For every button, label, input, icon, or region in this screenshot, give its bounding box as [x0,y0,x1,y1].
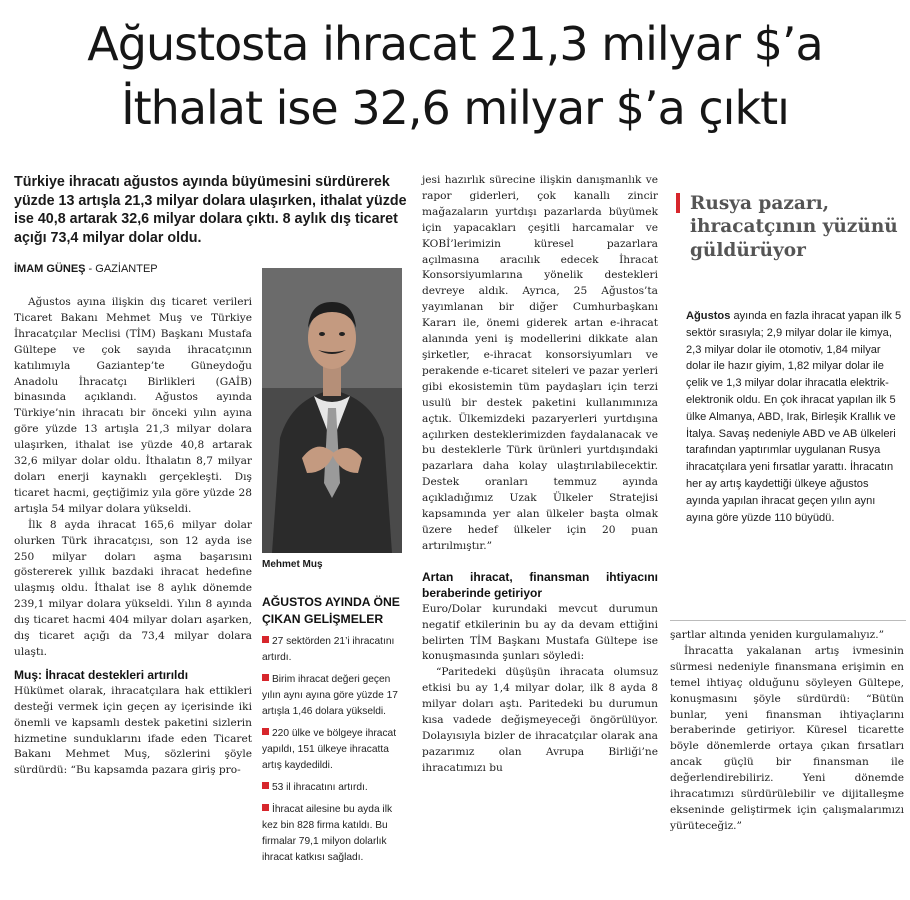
sidebar-accent-bar [676,193,680,213]
highlight-item: Birim ihracat değeri geçen yılın aynı ayına göre yüzde 17 artışla 1,46 dolara yükseldi. [262,674,398,717]
lead-paragraph: Türkiye ihracatı ağustos ayında büyümesini sürdürerek yüzde 13 artışla 21,3 milyar dolara ulaşırken, ithalat yüzde ise 40,8 artarak 32,6 milyar dolara çıktı. 8 aylık dış ticaret açığı 73,4 milyar dolar oldu. [14,174,407,246]
headline-line-2: İthalat ise 32,6 milyar $’a çıktı [121,81,789,135]
red-square-icon [262,674,269,681]
highlight-item: 27 sektörden 21’i ihracatını artırdı. [262,636,395,663]
highlights-box [262,594,402,872]
byline-author: İMAM GÜNEŞ [14,263,86,275]
red-square-icon [262,804,269,811]
red-square-icon [262,636,269,643]
headline-line-1: Ağustosta ihracat 21,3 milyar $’a [87,17,823,71]
col3-paragraph-1: jesi hazırlık sürecine ilişkin danışmanlık ve rapor giderleri, çok kanallı zincir mağazaların yurtdışı pazarlarda büyümek için yapacakları çeşitli harcamalar ve KOBİ’lerimizin küresel pazarlara açılmasına aracılık edecek İhracat Konsorsiyumlarına yönelik destekleri devreye aldık. Ayrıca, 25 Ağustos’ta yayımlanan bir diğer Cumhurbaşkanı Kararı ile, önemi giderek artan e-ihracat alanında yeni iş modellerini dikkate alan şirketler, e-ihracat konsorsiyumları ve perakende e-ticaret siteleri ve pazar yerleri gibi ekosistemin tüm paydaşları için terzi usulü bir destek paketini kullanımınıza açtık. Ülkemizdeki pazaryerleri yurtdışına açılırken desteklerimizden faydalanacak ve bu desteklerle Türk ürünleri yurtdışındaki pazarlara daha kolay ulaştırılabilecektir. Destek oranları temmuz ayında açıkladığımız Uzak Ülkeler Stratejisi kapsamında yer alan ülkeler başta olmak üzere hedef ülkeler için 20 puan artırılmıştır.” [422,174,658,552]
highlights-title: AĞUSTOS AYINDA ÖNE ÇIKAN GELİŞMELER [262,595,400,626]
byline-location: GAZİANTEP [95,263,158,275]
highlights-list [262,634,402,866]
sidebar-lead-bold: Ağustos [686,310,731,322]
col1-paragraph-2: İlk 8 ayda ihracat 165,6 milyar dolar olurken Türk ihracatçısı, son 12 ayda ise 250 milyar doları aşma başarısını göstererek yıllık bazdaki ihracat hedefine ulaşmış oldu. İthalat ise 8 aylık dönemde 239,1 milyar dolara yükseldi. Yılın 8 ayında dış ticaret hacmi 404 milyar doları aşarken, dış ticaret açığı da 73,4 milyar dolara ulaştı. [14,518,252,658]
highlight-item: 53 il ihracatını artırdı. [262,780,402,796]
red-square-icon [262,728,269,735]
col1-paragraph-3: Hükümet olarak, ihracatçılara hak ettikleri desteği vermek için geçen ay içerisinde iki önemli ve kapsamlı destek paketini sizlerin hizmetine sunduklarını ifade eden Ticaret Bakanı Mehmet Muş, sözlerini şöyle sürdürdü: “Bu kapsamda pazara giriş pro- [14,684,252,777]
sidebar-body: ayında en fazla ihracat yapan ilk 5 sektör sırasıyla; 2,9 milyar dolar ile kimya, 2,3 milyar dolar ile otomotiv, 1,84 milyar dolar ile hazır giyim, 1,82 milyar dolar ile çelik ve 1,3 milyar dolar ihracatla elektrik-elektronik oldu. En çok ihracat yapılan ilk 5 ülke Almanya, ABD, Irak, Birleşik Krallık ve İtalya. Savaş nedeniyle ABD ve AB ülkeleri tarafından yaptırımlar uygulanan Rusya ihracatçılara yeni fırsatlar yarattı. İhracatın her ay artış kaydettiği ülkeye ağustos ayında yapılan ihracat geçen yılın aynı ayına göre yüzde 110 büyüdü. [686,310,902,524]
col4-paragraph-2: İhracatta yakalanan artış ivmesinin sürmesi nedeniyle finansmana erişimin en temel ihtiyaç olduğunu söyleyen Gültepe, konuşmasını şöyle sürdürdü: “Bütün bunlar, yeni finansman ihtiyaçlarını beraberinde getiriyor. Küresel ticarette böyle dönemlerde ortaya çıkan fırsatları ancak güçlü bir finansman ile değerlendirebiliriz. Yeni dönemde ihracatımızı sürdürülebilir ve dijitalleşme ekseninde geliştirmek için çalışmalarımızı yürüteceğiz.” [670,644,904,832]
col3-paragraph-3: “Paritedeki düşüşün ihracata olumsuz etkisi bu ay 1,4 milyar dolar, ilk 8 ayda 8 milyar doları aştı. Paritedeki bu durumun kısa vadede değişmeyeceği öngörülüyor. Dolayısıyla bizler de ihracatçılar olarak ana pazarımız olan Avrupa Birliği’ne ihracatımızı bu [422,666,658,774]
section-divider [670,620,906,621]
col3-paragraph-2: Euro/Dolar kurundaki mevcut durumun negatif etkilerinin bu ay da devam ettiğini belirten TİM Başkanı Mustafa Gültepe ise konuşmasında şunları söyledi: [422,602,658,663]
col1-subhead: Muş: İhracat destekleri artırıldı [14,667,189,682]
col1-paragraph-1: Ağustos ayına ilişkin dış ticaret verileri Ticaret Bakanı Mehmet Muş ve Türkiye İhracatçılar Meclisi (TİM) Başkanı Mustafa Gültepe ve çok sayıda ihracatçının katılımıyla Gaziantep’te Güneydoğu Anadolu İhracatçı Birlikleri (GAİB) binasında açıklandı. Ağustos ayında Türkiye’nin ihracatı bir önceki yılın ayına göre yüzde 13 artışla 21,3 milyar dolara ulaşırken, ithalat ise yüzde 40,8 artarak 32,6 milyar dolar oldu. İthalatın 8,7 milyar doları enerji kaynaklı gerçekleşti. Dış ticaret hacmi, geçtiğimiz yıla göre yüzde 28 artışla 54 milyar dolara yükseldi. [14,296,252,515]
portrait-illustration [262,268,402,553]
article-column-1 [14,295,252,779]
col4-paragraph-1: şartlar altında yeniden kurgulamalıyız.” [670,629,885,641]
highlight-item: İhracat ailesine bu ayda ilk kez bin 828 firma katıldı. Bu firmalar 79,1 milyon dolarlık ihracat katkısı sağladı. [262,804,393,863]
portrait-photo [262,268,402,553]
highlight-item: 220 ülke ve bölgeye ihracat yapıldı, 151 ülkeye ihracatta artış kaydedildi. [262,728,397,771]
article-column-3 [422,173,658,777]
red-square-icon [262,782,269,789]
byline-separator: - [85,263,96,275]
byline [14,262,274,276]
sidebar-text [686,308,904,526]
photo-caption: Mehmet Muş [262,559,323,570]
article-column-4 [670,628,904,835]
sidebar-title: Rusya pazarı, ihracatçının yüzünü güldürüyor [690,193,898,261]
col3-subhead: Artan ihracat, finansman ihtiyacını beraberinde getiriyor [422,569,658,600]
